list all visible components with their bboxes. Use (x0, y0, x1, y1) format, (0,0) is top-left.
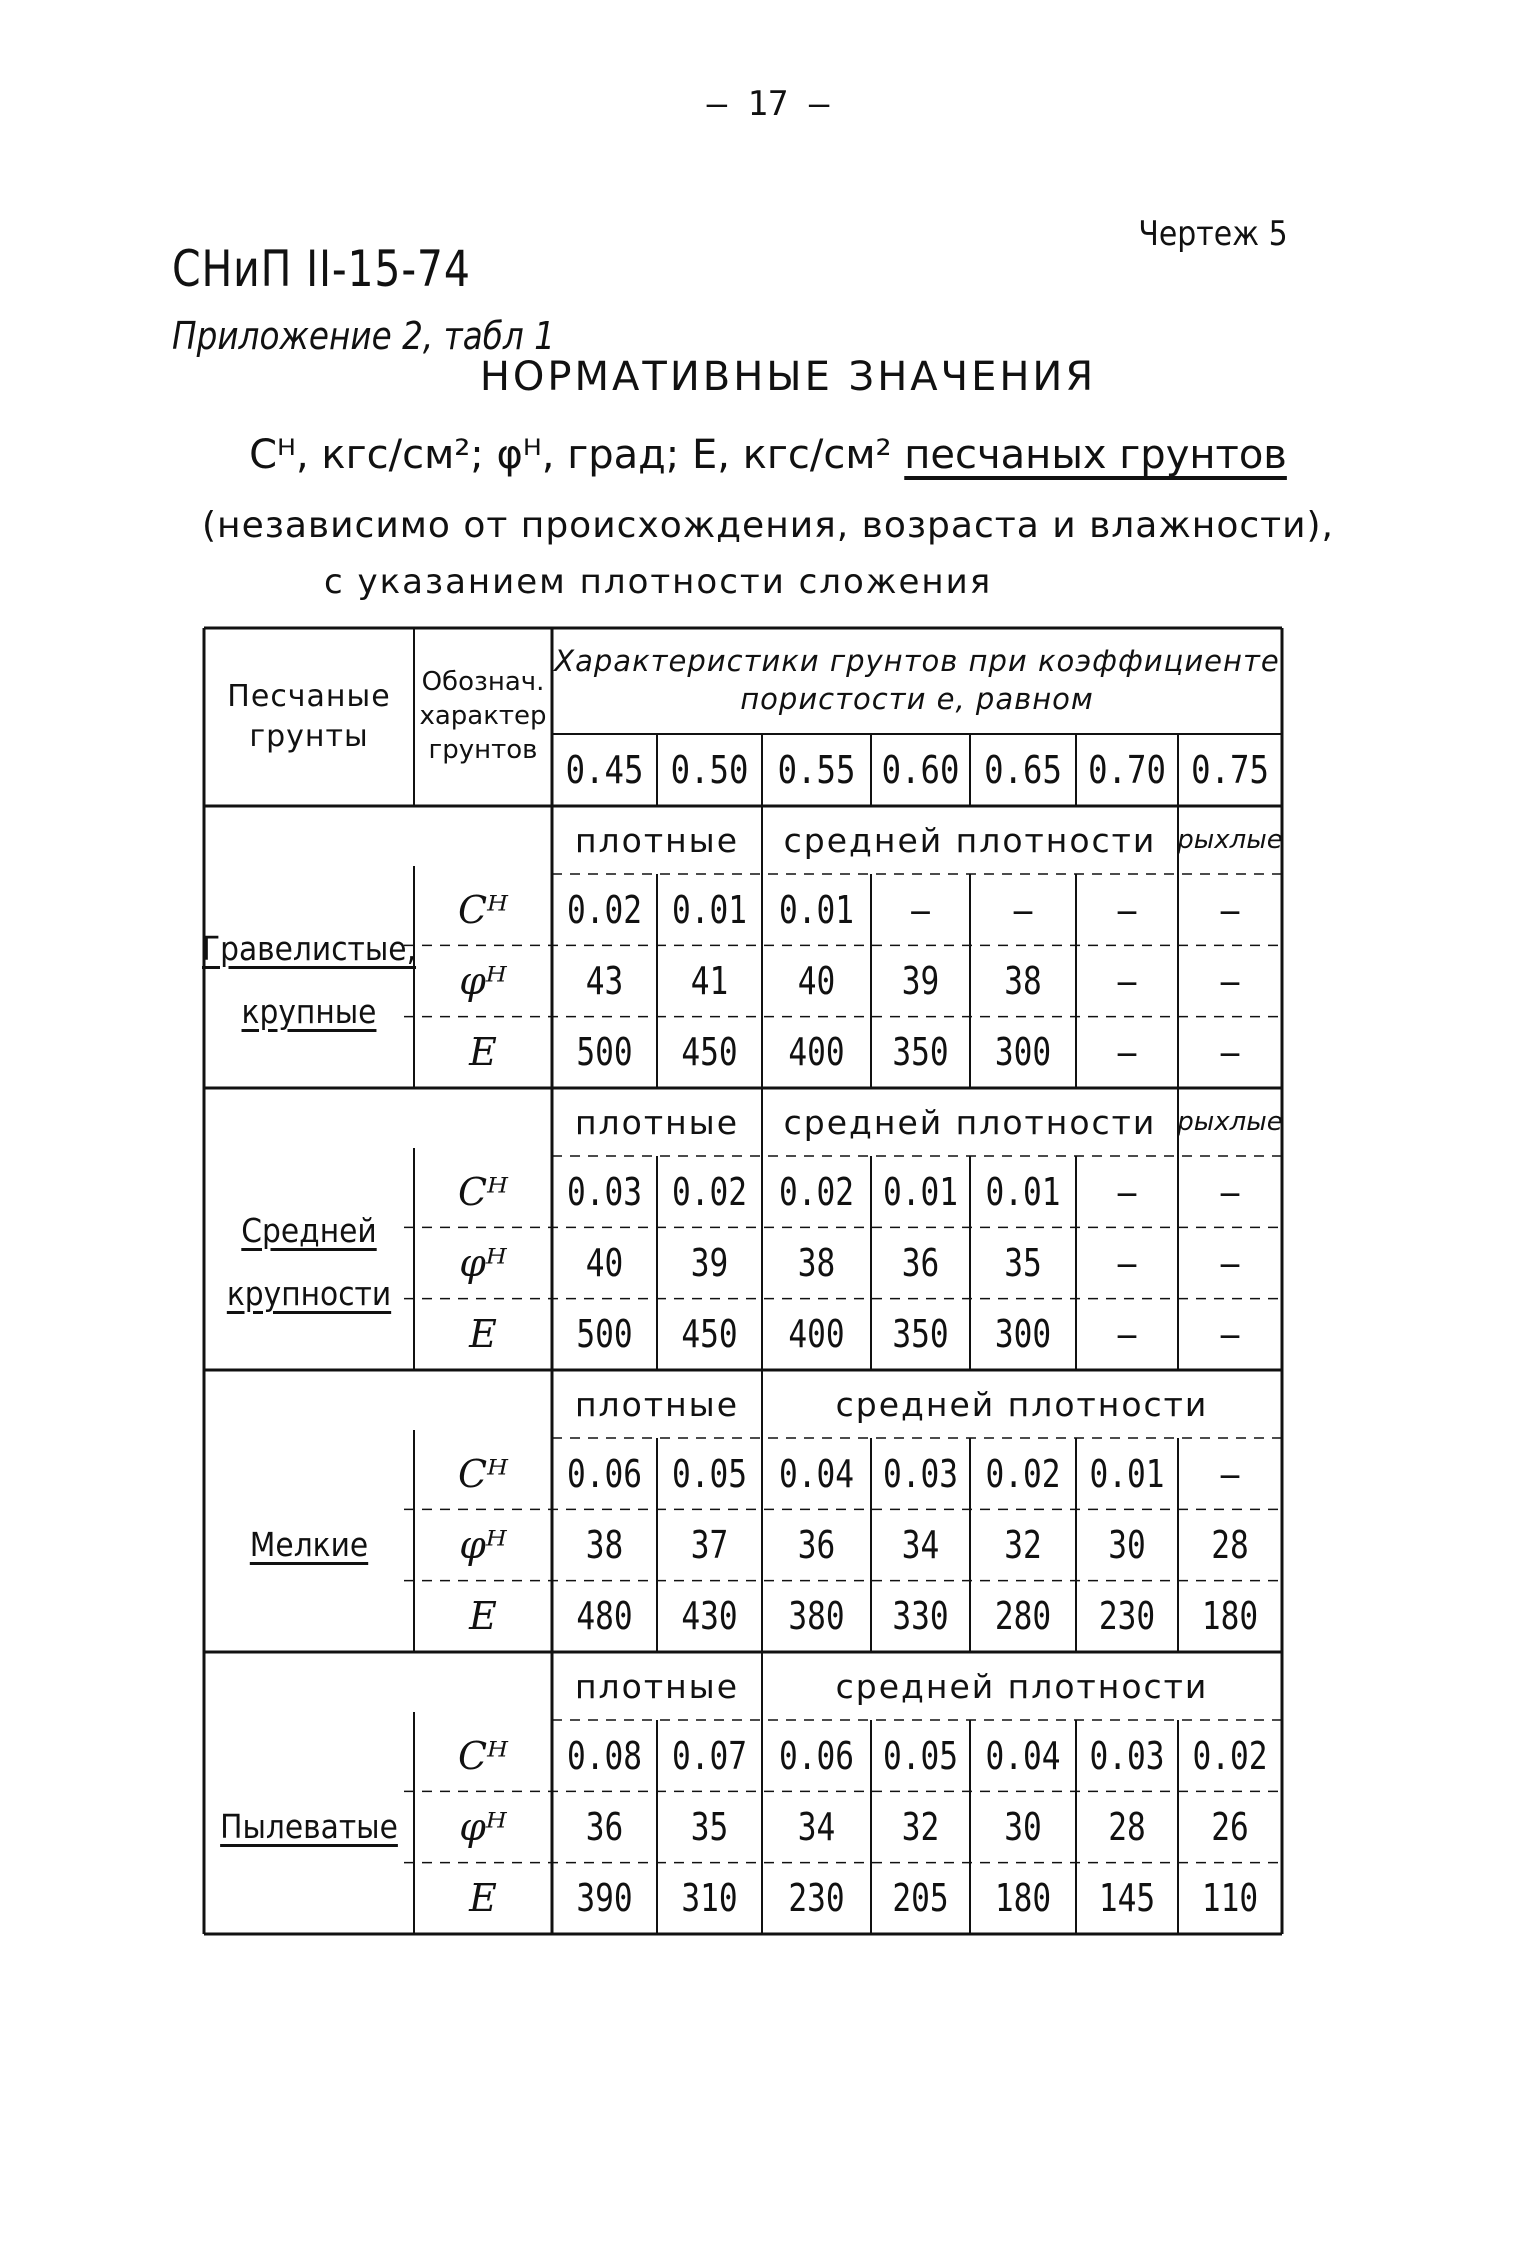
header-characteristics-text: Характеристики грунтов при коэффициенте пористости e, равном (554, 644, 1280, 716)
table-cell (561, 1227, 647, 1298)
table-cell-text: 39 (690, 1240, 729, 1285)
table-cell-text: 330 (892, 1594, 949, 1639)
table-cell (772, 1720, 861, 1791)
table-cell (1187, 1791, 1272, 1862)
table-cell-text: 350 (892, 1030, 949, 1075)
symbol-e-text: Е (469, 1876, 497, 1921)
table-cell-text: 0.06 (566, 1451, 643, 1496)
table-cell (666, 1720, 752, 1791)
table-cell-text: 43 (585, 958, 624, 1003)
soil-name (201, 874, 417, 1088)
table-cell-text: – (1220, 1312, 1240, 1357)
table-cell-text: 500 (576, 1312, 633, 1357)
table-cell (880, 874, 961, 945)
table-cell-text: 32 (1004, 1522, 1042, 1567)
table-cell-text: 38 (797, 1240, 836, 1285)
header-symbol (414, 628, 552, 806)
table-cell-text: 500 (576, 1030, 633, 1075)
table-cell (880, 1509, 961, 1580)
table-cell (561, 1863, 647, 1934)
density-loose (1178, 1088, 1282, 1156)
table-cell (666, 1581, 752, 1652)
table-cell (561, 1156, 647, 1227)
symbol-phi-text: φᴴ (459, 1804, 507, 1849)
e-value-header (1186, 734, 1274, 806)
density-medium (762, 806, 1178, 874)
header-soil-type-text: Песчаные грунты (227, 678, 391, 754)
table-cell-text: 36 (585, 1804, 624, 1849)
soil-name-text: Пылеватые (220, 1806, 398, 1846)
table-cell (561, 1438, 647, 1509)
table-cell-text: 280 (994, 1594, 1052, 1639)
symbol-c (414, 1438, 552, 1509)
e-value-header (878, 734, 962, 806)
table-cell-text: 28 (1108, 1804, 1146, 1849)
table-cell (880, 1720, 961, 1791)
density-dense (552, 806, 762, 874)
density-dense (552, 1652, 762, 1720)
symbol-c-text: Сᴴ (458, 1169, 508, 1214)
table-cell-text: – (1117, 1240, 1137, 1285)
table-cell (880, 1581, 961, 1652)
table-cell-text: – (1220, 1240, 1240, 1285)
symbol-phi (414, 1509, 552, 1580)
table-cell-text: 400 (788, 1312, 845, 1357)
table-cell (1085, 1438, 1169, 1509)
sandy-soils-text: песчаных грунтов (904, 432, 1287, 478)
table-cell-text: 36 (901, 1240, 940, 1285)
table-cell (772, 874, 861, 945)
table-cell-text: 40 (585, 1240, 624, 1285)
table-cell (880, 1863, 961, 1934)
table-cell-text: 32 (901, 1804, 940, 1849)
table-cell (980, 1156, 1067, 1227)
symbol-e (414, 1299, 552, 1370)
table-cell (1085, 945, 1169, 1016)
document-code: СНиП II-15-74 (172, 240, 471, 298)
symbol-c (414, 874, 552, 945)
e-value-header-text: 0.75 (1191, 748, 1269, 792)
table-cell-text: – (1220, 1030, 1240, 1075)
symbol-phi-text: φᴴ (459, 958, 507, 1003)
e-value-header-text: 0.50 (670, 748, 749, 792)
table-cell-text: 30 (1108, 1522, 1146, 1567)
symbol-phi-text: φᴴ (459, 1522, 507, 1567)
table-cell-text: 180 (994, 1876, 1052, 1921)
table-cell (561, 1720, 647, 1791)
symbol-e (414, 1017, 552, 1088)
table-cell (1187, 1581, 1272, 1652)
table-cell-text: – (1117, 958, 1137, 1003)
e-value-header-text: 0.45 (565, 748, 644, 792)
soil-name (215, 1438, 404, 1652)
table-cell (772, 945, 861, 1016)
table-cell-text: 40 (797, 958, 836, 1003)
density-medium-text: средней плотности (835, 1666, 1209, 1706)
table-cell (980, 1581, 1067, 1652)
symbol-e-text: Е (469, 1030, 497, 1075)
density-medium (762, 1652, 1282, 1720)
symbol-c-text: Сᴴ (458, 887, 508, 932)
table-cell (561, 1017, 647, 1088)
table-cell-text: – (911, 887, 930, 932)
page-number: – 17 – (706, 84, 830, 124)
table-cell (1187, 1438, 1272, 1509)
table-cell-text: 230 (788, 1876, 845, 1921)
table-cell-text: 300 (994, 1312, 1052, 1357)
table-cell-text: 0.07 (671, 1733, 748, 1778)
symbol-c (414, 1720, 552, 1791)
soil-name-text: Мелкие (249, 1524, 369, 1564)
density-loose-text: рыхлые (1177, 1107, 1283, 1137)
table-cell (666, 1863, 752, 1934)
e-value-header-text: 0.60 (881, 748, 960, 792)
table-cell (561, 1509, 647, 1580)
table-cell-text: 0.03 (882, 1451, 959, 1496)
table-cell (666, 1156, 752, 1227)
table-cell (772, 1863, 861, 1934)
density-dense-text: плотные (574, 1384, 739, 1424)
table-cell (980, 945, 1067, 1016)
symbol-phi-text: φᴴ (459, 1240, 507, 1285)
soil-name (215, 1156, 404, 1370)
table-cell (1085, 1156, 1169, 1227)
table-cell-text: 41 (690, 958, 729, 1003)
table-cell-text: 0.02 (1192, 1733, 1268, 1778)
page-title: НОРМАТИВНЫЕ ЗНАЧЕНИЯ (479, 354, 1097, 400)
table-cell-text: – (1117, 1030, 1137, 1075)
e-value-header-text: 0.55 (777, 748, 856, 792)
table-cell (772, 1438, 861, 1509)
table-cell-text: – (1220, 1169, 1240, 1214)
symbol-e-text: Е (469, 1312, 497, 1357)
density-medium-text: средней плотности (835, 1384, 1209, 1424)
symbol-c-text: Сᴴ (458, 1451, 508, 1496)
density-loose (1178, 806, 1282, 874)
table-cell (772, 1581, 861, 1652)
table-cell-text: 205 (892, 1876, 949, 1921)
table-cell (1085, 1017, 1169, 1088)
table-cell (1187, 1509, 1272, 1580)
table-cell (1187, 1017, 1272, 1088)
soil-name (215, 1720, 404, 1934)
e-value-header (560, 734, 649, 806)
subtitle-line-2: (независимо от происхождения, возраста и влажности), (201, 505, 1335, 546)
table-cell (561, 874, 647, 945)
table-cell (772, 1791, 861, 1862)
table-cell (666, 1509, 752, 1580)
table-cell-text: 0.03 (566, 1169, 643, 1214)
symbol-e (414, 1581, 552, 1652)
table-cell-text: 450 (681, 1312, 738, 1357)
table-cell-text: – (1220, 1451, 1240, 1496)
table-cell-text: 37 (690, 1522, 729, 1567)
table-cell (980, 1720, 1067, 1791)
table-cell (772, 1299, 861, 1370)
table-cell-text: 0.02 (778, 1169, 855, 1214)
table-cell (772, 1227, 861, 1298)
table-cell-text: 0.05 (671, 1451, 748, 1496)
table-cell (1085, 1791, 1169, 1862)
table-cell (1187, 1863, 1272, 1934)
table-cell (561, 945, 647, 1016)
table-cell (1085, 1227, 1169, 1298)
table-cell-text: 0.01 (671, 887, 748, 932)
table-cell-text: 180 (1201, 1594, 1259, 1639)
table-cell (980, 874, 1067, 945)
table-cell-text: – (1220, 887, 1240, 932)
table-cell-text: 300 (994, 1030, 1052, 1075)
symbol-c-text: Сᴴ (458, 1733, 508, 1778)
table-cell-text: 110 (1201, 1876, 1259, 1921)
density-dense (552, 1088, 762, 1156)
table-cell-text: 430 (681, 1594, 738, 1639)
table-cell-text: 0.03 (1089, 1733, 1165, 1778)
table-cell (980, 1791, 1067, 1862)
table-cell-text: 0.08 (566, 1733, 643, 1778)
table-cell (666, 1791, 752, 1862)
density-medium-text: средней плотности (783, 820, 1157, 860)
symbol-e (414, 1863, 552, 1934)
e-value-header (770, 734, 863, 806)
table-cell (880, 1299, 961, 1370)
table-cell-text: 390 (576, 1876, 633, 1921)
table-cell (666, 874, 752, 945)
e-value-header-text: 0.70 (1088, 748, 1166, 792)
table-cell-text: 0.05 (882, 1733, 959, 1778)
table-cell (880, 1017, 961, 1088)
table-cell (980, 1863, 1067, 1934)
table-cell-text: 35 (1004, 1240, 1042, 1285)
table-cell (880, 1791, 961, 1862)
table-cell (1187, 945, 1272, 1016)
table-cell (666, 1299, 752, 1370)
table-cell-text: 39 (901, 958, 940, 1003)
table-cell-text: – (1117, 887, 1137, 932)
table-cell-text: 0.02 (985, 1451, 1061, 1496)
symbol-phi (414, 945, 552, 1016)
table-cell-text: – (1117, 1312, 1137, 1357)
density-medium (762, 1088, 1178, 1156)
table-cell-text: 35 (690, 1804, 729, 1849)
table-cell-text: 145 (1098, 1876, 1156, 1921)
soil-name-text: Гравелистые, крупные (201, 929, 417, 1031)
table-cell (666, 1438, 752, 1509)
e-value-header (978, 734, 1068, 806)
header-soil-type (204, 628, 414, 806)
table-cell (1085, 1581, 1169, 1652)
table-cell-text: 30 (1004, 1804, 1042, 1849)
e-value-header (665, 734, 754, 806)
table-cell (1085, 1863, 1169, 1934)
table-cell-text: 0.01 (882, 1169, 959, 1214)
subtitle-line-3: с указанием плотности сложения (324, 562, 993, 602)
table-cell-text: 36 (797, 1522, 836, 1567)
e-value-header-text: 0.65 (984, 748, 1062, 792)
table-cell-text: – (1220, 958, 1240, 1003)
table-cell-text: 0.02 (671, 1169, 748, 1214)
density-dense (552, 1370, 762, 1438)
table-cell (880, 1156, 961, 1227)
table-cell-text: 310 (681, 1876, 738, 1921)
table-cell (1187, 1156, 1272, 1227)
table-cell (561, 1581, 647, 1652)
symbol-e-text: Е (469, 1594, 497, 1639)
symbol-c (414, 1156, 552, 1227)
table-cell (772, 1156, 861, 1227)
table-cell (1187, 1720, 1272, 1791)
table-cell-text: 28 (1211, 1522, 1249, 1567)
table-cell (980, 1227, 1067, 1298)
table-cell (880, 1438, 961, 1509)
table-cell (666, 945, 752, 1016)
header-characteristics (552, 628, 1282, 734)
table-cell (1187, 1299, 1272, 1370)
symbol-phi (414, 1791, 552, 1862)
table-cell-text: 0.04 (778, 1451, 855, 1496)
table-cell (980, 1299, 1067, 1370)
density-loose-text: рыхлые (1177, 825, 1283, 855)
table-cell-text: 0.02 (566, 887, 643, 932)
table-cell-text: 26 (1211, 1804, 1249, 1849)
table-cell (880, 945, 961, 1016)
header-symbol-text: Обознач. характер грунтов (419, 667, 547, 765)
table-cell (1187, 874, 1272, 945)
table-cell-text: 0.06 (778, 1733, 855, 1778)
table-cell (1085, 1299, 1169, 1370)
appendix-reference: Приложение 2, табл 1 (172, 314, 555, 358)
e-value-header (1084, 734, 1171, 806)
table-cell-text: – (1013, 887, 1033, 932)
table-cell-text: 400 (788, 1030, 845, 1075)
table-cell (772, 1017, 861, 1088)
table-cell (980, 1509, 1067, 1580)
density-dense-text: плотные (574, 1102, 739, 1142)
table-cell (561, 1299, 647, 1370)
table-cell-text: 38 (585, 1522, 624, 1567)
table-cell-text: 350 (892, 1312, 949, 1357)
table-cell-text: 0.01 (778, 887, 855, 932)
table-cell-text: 380 (788, 1594, 845, 1639)
table-cell-text: 230 (1098, 1594, 1156, 1639)
table-cell-text: 480 (576, 1594, 633, 1639)
table-cell (666, 1227, 752, 1298)
table-cell (980, 1438, 1067, 1509)
symbol-phi (414, 1227, 552, 1298)
table-cell-text: 38 (1004, 958, 1042, 1003)
table-cell (1085, 1720, 1169, 1791)
table-cell (561, 1791, 647, 1862)
table-cell (1187, 1227, 1272, 1298)
table-cell-text: 450 (681, 1030, 738, 1075)
units-text: Сᴴ, кгс/см²; φᴴ, град; Е, кгс/см² (249, 432, 892, 478)
table-cell-text: 34 (901, 1522, 940, 1567)
table-cell-text: 0.01 (1089, 1451, 1165, 1496)
density-dense-text: плотные (574, 1666, 739, 1706)
table-cell-text: 34 (797, 1804, 836, 1849)
density-dense-text: плотные (574, 820, 739, 860)
table-cell-text: 0.04 (985, 1733, 1061, 1778)
table-cell (880, 1227, 961, 1298)
density-medium (762, 1370, 1282, 1438)
drawing-label: Чертеж 5 (1138, 214, 1288, 254)
table-cell (980, 1017, 1067, 1088)
table-cell (1085, 1509, 1169, 1580)
table-cell (772, 1509, 861, 1580)
table-cell (666, 1017, 752, 1088)
table-cell-text: – (1117, 1169, 1137, 1214)
table-cell (1085, 874, 1169, 945)
table-cell-text: 0.01 (985, 1169, 1061, 1214)
density-medium-text: средней плотности (783, 1102, 1157, 1142)
soil-name-text: Средней крупности (226, 1211, 392, 1313)
